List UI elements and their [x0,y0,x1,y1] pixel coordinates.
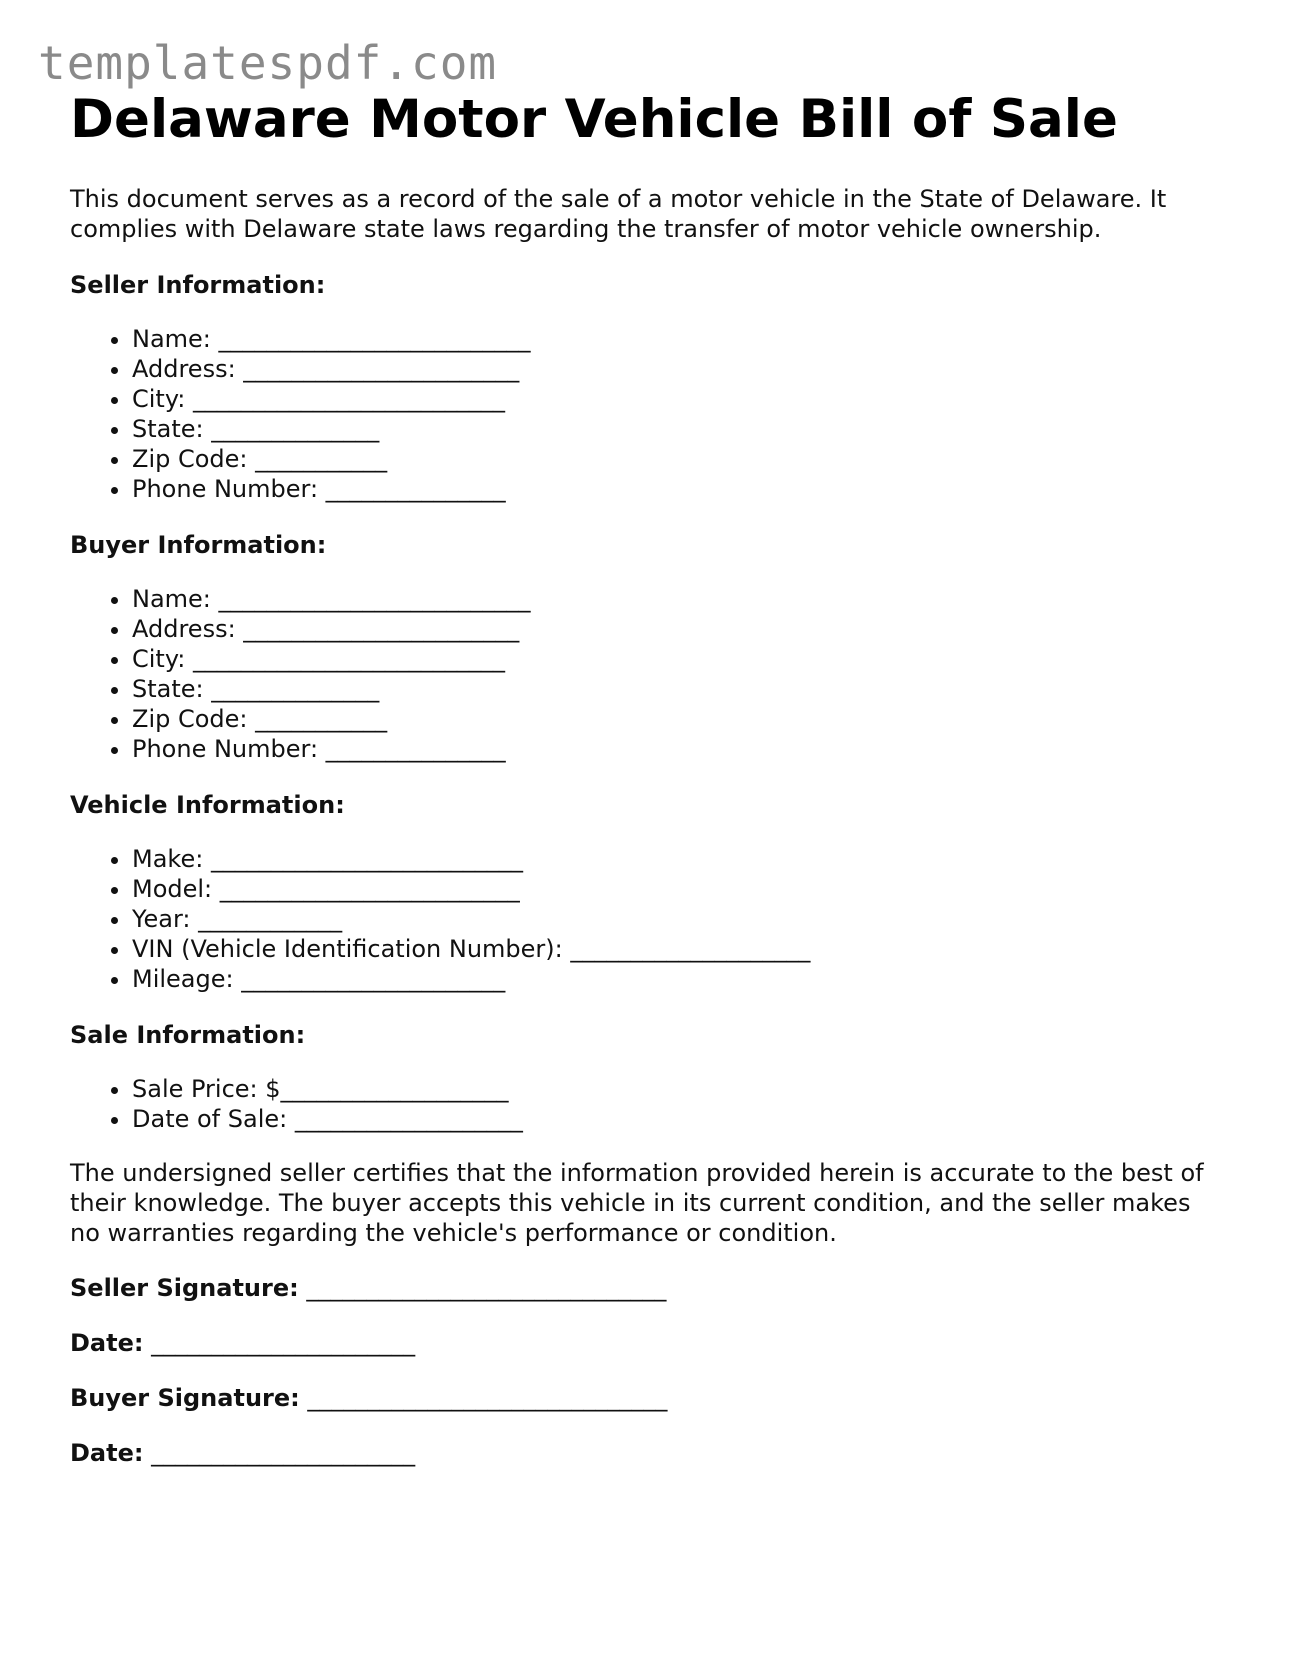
seller-zip-field[interactable]: • Zip Code: ___________ [132,444,1220,474]
sale-section-heading: Sale Information: [70,1021,306,1049]
seller-date-row [70,1328,1220,1358]
buyer-signature-field[interactable]: ______________________________ [307,1384,668,1412]
buyer-address-field[interactable]: • Address: _______________________ [132,614,1220,644]
buyer-city-field[interactable]: • City: __________________________ [132,644,1220,674]
seller-date-field[interactable]: ______________________ [151,1329,416,1357]
vehicle-make-field[interactable]: • Make: __________________________ [132,844,1220,874]
document-title: Delaware Motor Vehicle Bill of Sale [70,89,1118,150]
intro-paragraph: This document serves as a record of the sale of a motor vehicle in the State of Delaware. It complies with Delaware state laws regarding the transfer of motor vehicle ownership. [70,185,1167,243]
watermark-text: templatespdf.com [38,36,498,90]
buyer-name-field[interactable]: • Name: __________________________ [132,584,1220,614]
buyer-date-field[interactable]: ______________________ [151,1439,416,1467]
vehicle-field-list [70,844,1220,994]
seller-signature-row [70,1273,1220,1303]
seller-city-field[interactable]: • City: __________________________ [132,384,1220,414]
sale-field-list [70,1074,1220,1134]
sale-date-field[interactable]: • Date of Sale: ___________________ [132,1104,1220,1134]
seller-state-field[interactable]: • State: ______________ [132,414,1220,444]
buyer-section-heading: Buyer Information: [70,531,327,559]
vehicle-vin-field[interactable]: • VIN (Vehicle Identification Number): ____________________ [132,934,1220,964]
buyer-state-field[interactable]: • State: ______________ [132,674,1220,704]
document-page [70,88,1220,1468]
buyer-date-row [70,1438,1220,1468]
buyer-zip-field[interactable]: • Zip Code: ___________ [132,704,1220,734]
vehicle-mileage-field[interactable]: • Mileage: ______________________ [132,964,1220,994]
buyer-phone-field[interactable]: • Phone Number: _______________ [132,734,1220,764]
seller-signature-field[interactable]: ______________________________ [306,1274,667,1302]
vehicle-year-field[interactable]: • Year: ____________ [132,904,1220,934]
vehicle-model-field[interactable]: • Model: _________________________ [132,874,1220,904]
seller-signature-label: Seller Signature: [70,1274,299,1302]
buyer-signature-label: Buyer Signature: [70,1384,300,1412]
seller-date-label: Date: [70,1329,144,1357]
buyer-field-list [70,584,1220,764]
buyer-date-label: Date: [70,1439,144,1467]
buyer-signature-row [70,1383,1220,1413]
seller-phone-field[interactable]: • Phone Number: _______________ [132,474,1220,504]
seller-name-field[interactable]: • Name: __________________________ [132,324,1220,354]
seller-address-field[interactable]: • Address: _______________________ [132,354,1220,384]
seller-field-list [70,324,1220,504]
seller-section-heading: Seller Information: [70,271,326,299]
sale-price-field[interactable]: • Sale Price: $___________________ [132,1074,1220,1104]
vehicle-section-heading: Vehicle Information: [70,791,345,819]
certification-paragraph: The undersigned seller certifies that the information provided herein is accurate to the best of their knowledge. The buyer accepts this vehicle in its current condition, and the seller makes no warranties regarding the vehicle's performance or condition. [70,1159,1204,1247]
